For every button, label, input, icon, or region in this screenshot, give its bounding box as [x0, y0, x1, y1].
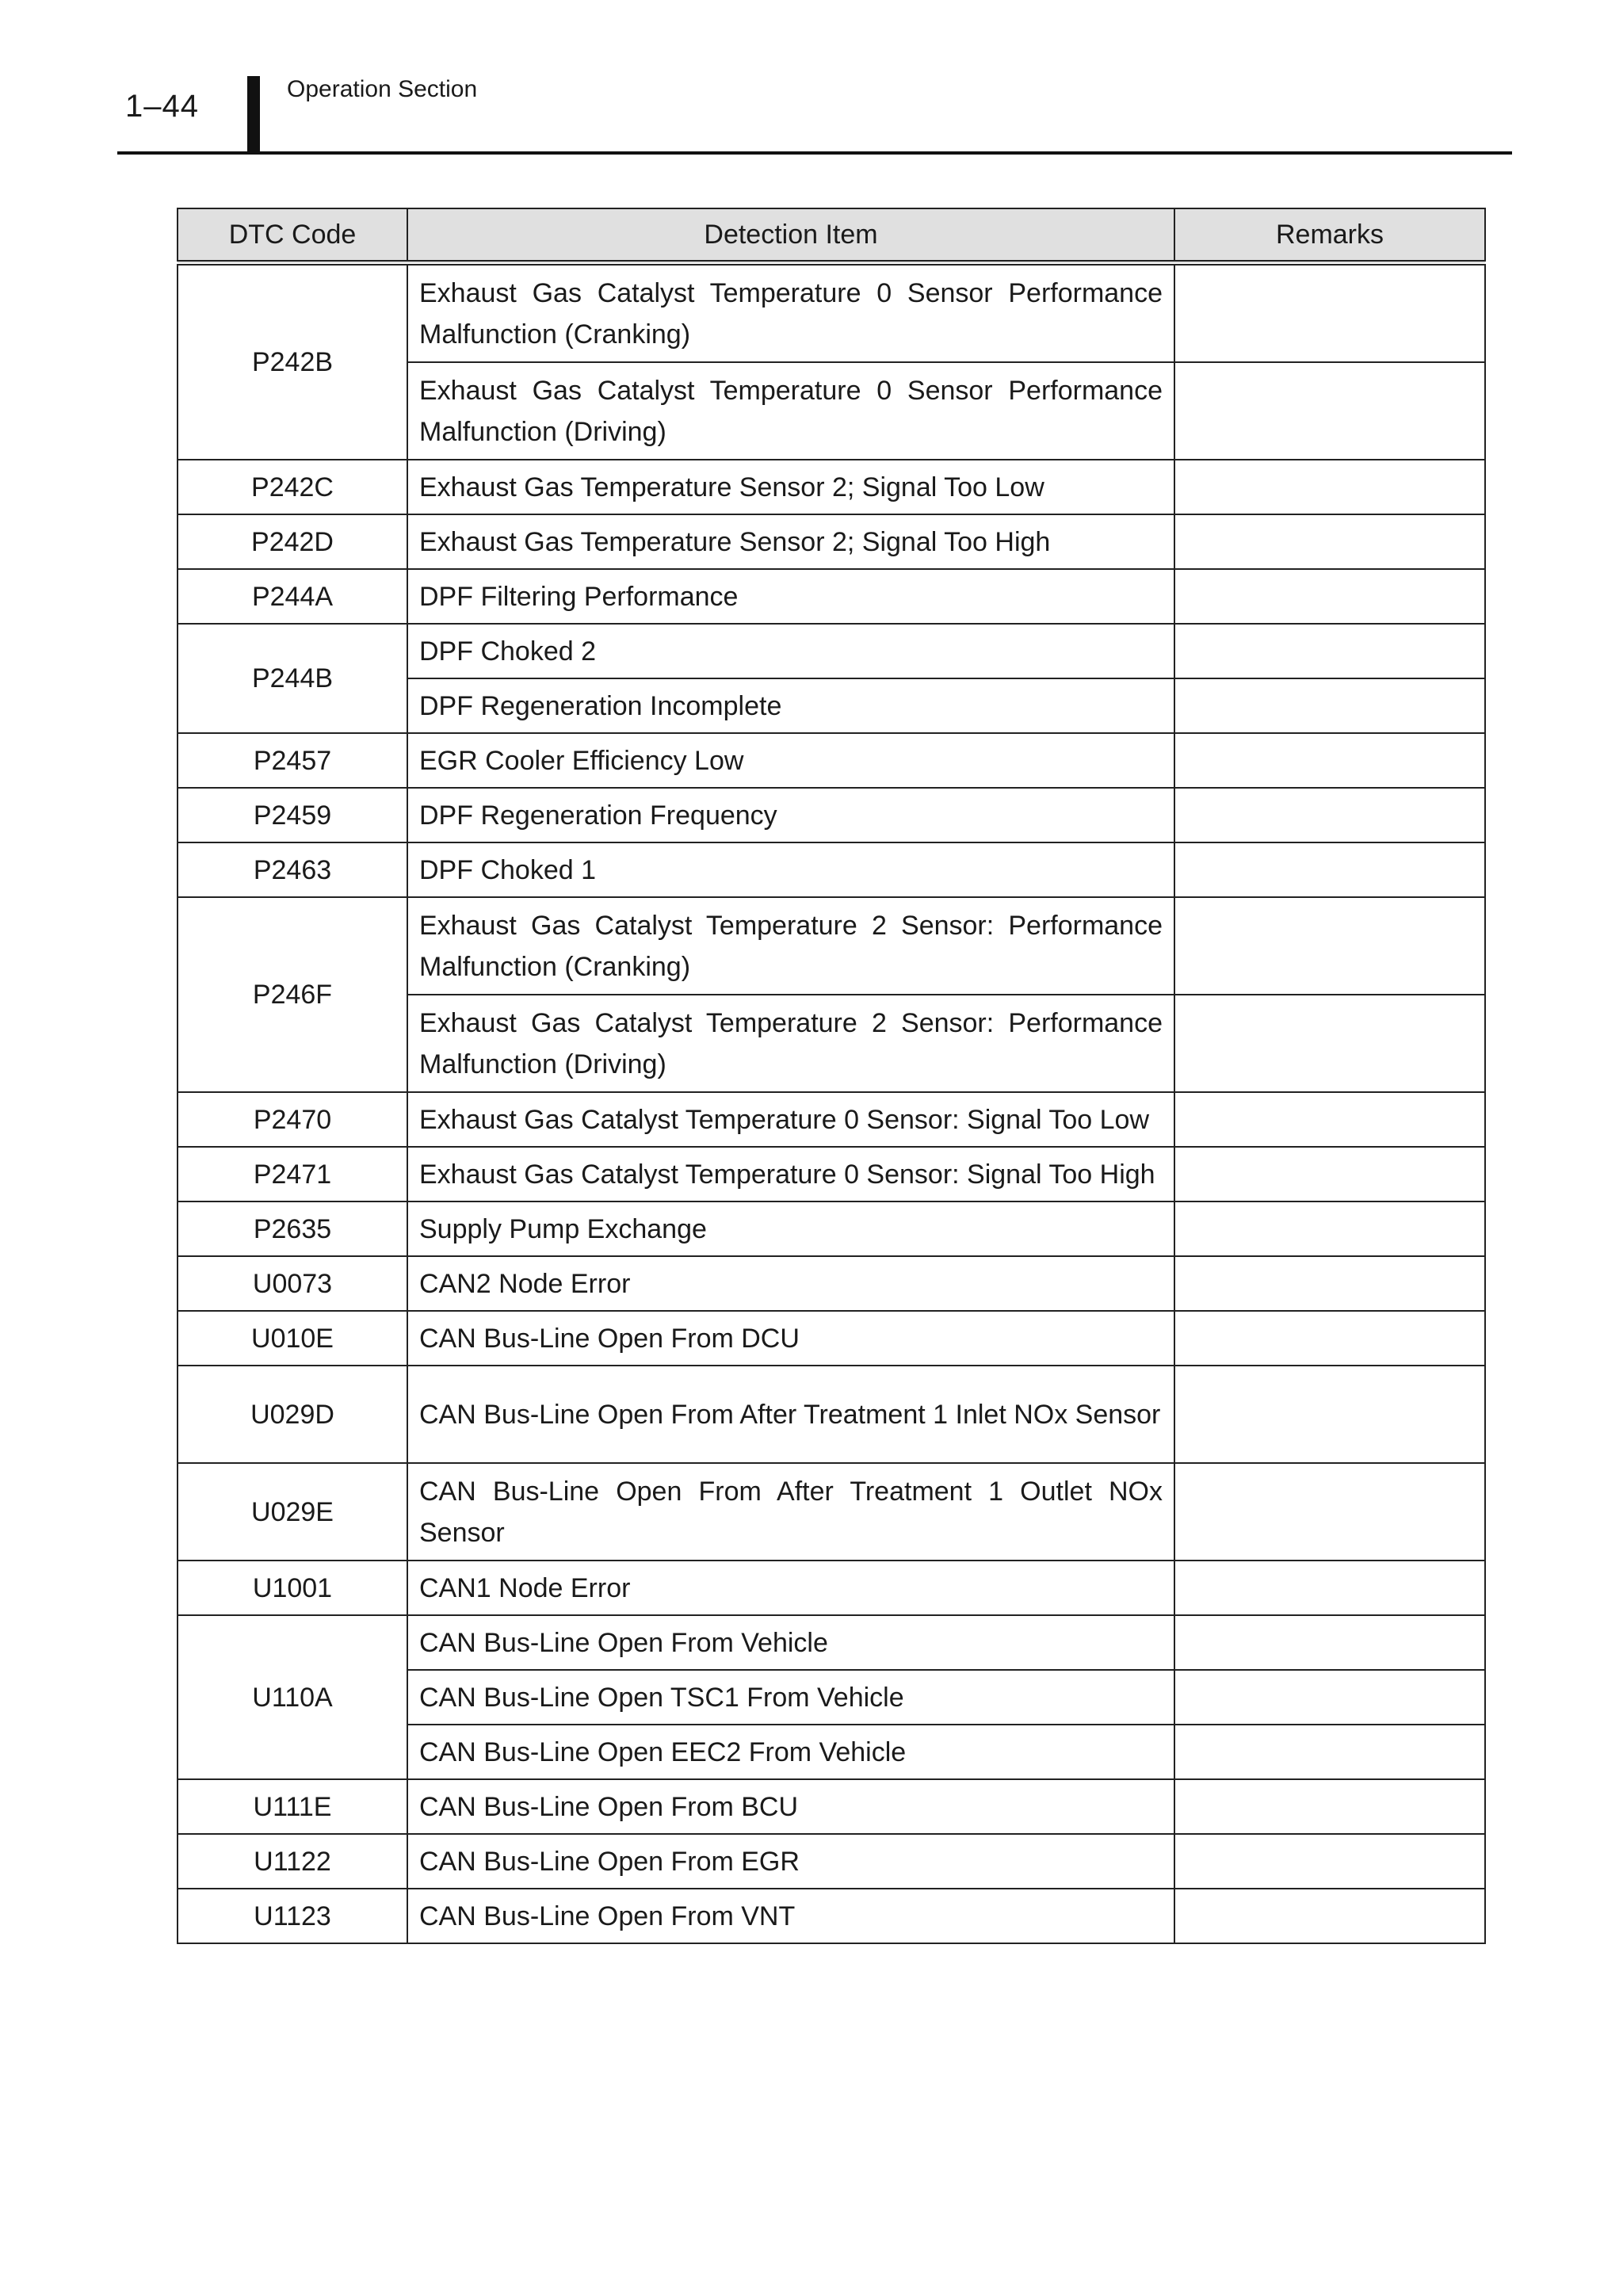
remarks-cell	[1174, 1256, 1485, 1311]
detection-item: DPF Choked 1	[407, 842, 1174, 897]
detection-item: DPF Regeneration Frequency	[407, 788, 1174, 842]
remarks-cell	[1174, 1889, 1485, 1943]
detection-item: DPF Filtering Performance	[407, 569, 1174, 624]
remarks-cell	[1174, 624, 1485, 678]
detection-item: CAN Bus-Line Open From EGR	[407, 1834, 1174, 1889]
section-title: Operation Section	[287, 76, 478, 102]
remarks-cell	[1174, 1725, 1485, 1779]
dtc-code: U110A	[178, 1615, 407, 1779]
table-row	[178, 842, 1485, 897]
remarks-cell	[1174, 1201, 1485, 1256]
table-row	[178, 569, 1485, 624]
detection-item: Supply Pump Exchange	[407, 1201, 1174, 1256]
table-row	[178, 1147, 1485, 1201]
dtc-code: P2459	[178, 788, 407, 842]
detection-item: Exhaust Gas Catalyst Temperature 0 Sensor: Signal Too High	[407, 1147, 1174, 1201]
detection-item: EGR Cooler Efficiency Low	[407, 733, 1174, 788]
dtc-code: U111E	[178, 1779, 407, 1834]
remarks-cell	[1174, 514, 1485, 569]
remarks-cell	[1174, 733, 1485, 788]
table-row	[178, 1366, 1485, 1463]
remarks-cell	[1174, 569, 1485, 624]
table-row	[178, 263, 1485, 363]
remarks-cell	[1174, 1615, 1485, 1670]
column-header-dtc-code: DTC Code	[178, 208, 407, 263]
column-header-remarks: Remarks	[1174, 208, 1485, 263]
dtc-code: P242B	[178, 263, 407, 460]
dtc-code: P244B	[178, 624, 407, 733]
table-row	[178, 1834, 1485, 1889]
detection-item: CAN2 Node Error	[407, 1256, 1174, 1311]
remarks-cell	[1174, 1463, 1485, 1561]
dtc-code: U029E	[178, 1463, 407, 1561]
detection-item: CAN Bus-Line Open From VNT	[407, 1889, 1174, 1943]
detection-item: Exhaust Gas Catalyst Temperature 2 Sensor: Performance Malfunction (Driving)	[407, 995, 1174, 1092]
dtc-code: U010E	[178, 1311, 407, 1366]
page-number: 1–44	[125, 89, 199, 124]
table-row	[178, 788, 1485, 842]
detection-item: CAN Bus-Line Open From DCU	[407, 1311, 1174, 1366]
page-header	[0, 0, 1623, 159]
detection-item: CAN Bus-Line Open TSC1 From Vehicle	[407, 1670, 1174, 1725]
detection-item: Exhaust Gas Catalyst Temperature 0 Sensor Performance Malfunction (Driving)	[407, 362, 1174, 460]
detection-item: DPF Regeneration Incomplete	[407, 678, 1174, 733]
remarks-cell	[1174, 788, 1485, 842]
detection-item: Exhaust Gas Catalyst Temperature 0 Sensor Performance Malfunction (Cranking)	[407, 263, 1174, 363]
detection-item: CAN Bus-Line Open From After Treatment 1 Inlet NOx Sensor	[407, 1366, 1174, 1463]
table-row	[178, 733, 1485, 788]
detection-item: Exhaust Gas Catalyst Temperature 2 Sensor: Performance Malfunction (Cranking)	[407, 897, 1174, 995]
remarks-cell	[1174, 460, 1485, 514]
detection-item: Exhaust Gas Catalyst Temperature 0 Sensor: Signal Too Low	[407, 1092, 1174, 1147]
column-header-detection-item: Detection Item	[407, 208, 1174, 263]
dtc-code: P2635	[178, 1201, 407, 1256]
dtc-code: P244A	[178, 569, 407, 624]
remarks-cell	[1174, 678, 1485, 733]
dtc-code: U1001	[178, 1561, 407, 1615]
dtc-code: P2463	[178, 842, 407, 897]
table-row	[178, 897, 1485, 995]
table-row	[178, 1092, 1485, 1147]
table-row	[178, 1779, 1485, 1834]
detection-item: CAN Bus-Line Open From After Treatment 1 Outlet NOx Sensor	[407, 1463, 1174, 1561]
table-row	[178, 1463, 1485, 1561]
remarks-cell	[1174, 263, 1485, 363]
detection-item: CAN Bus-Line Open From Vehicle	[407, 1615, 1174, 1670]
table-row	[178, 1256, 1485, 1311]
table-header-row	[178, 208, 1485, 263]
dtc-code: U029D	[178, 1366, 407, 1463]
detection-item: CAN1 Node Error	[407, 1561, 1174, 1615]
detection-item: CAN Bus-Line Open EEC2 From Vehicle	[407, 1725, 1174, 1779]
table-row	[178, 460, 1485, 514]
table-row	[178, 624, 1485, 678]
dtc-code: U0073	[178, 1256, 407, 1311]
dtc-code: U1123	[178, 1889, 407, 1943]
remarks-cell	[1174, 1311, 1485, 1366]
dtc-code: P242C	[178, 460, 407, 514]
dtc-code: U1122	[178, 1834, 407, 1889]
remarks-cell	[1174, 1561, 1485, 1615]
detection-item: CAN Bus-Line Open From BCU	[407, 1779, 1174, 1834]
remarks-cell	[1174, 897, 1485, 995]
table-row	[178, 1311, 1485, 1366]
remarks-cell	[1174, 1366, 1485, 1463]
dtc-code: P2457	[178, 733, 407, 788]
table-row	[178, 1615, 1485, 1670]
detection-item: DPF Choked 2	[407, 624, 1174, 678]
remarks-cell	[1174, 1834, 1485, 1889]
remarks-cell	[1174, 1147, 1485, 1201]
remarks-cell	[1174, 995, 1485, 1092]
header-bar	[247, 76, 260, 152]
remarks-cell	[1174, 1092, 1485, 1147]
table-row	[178, 1889, 1485, 1943]
dtc-code: P2470	[178, 1092, 407, 1147]
table-row	[178, 1561, 1485, 1615]
header-rule	[117, 151, 1512, 155]
remarks-cell	[1174, 1779, 1485, 1834]
table-row	[178, 514, 1485, 569]
dtc-code: P2471	[178, 1147, 407, 1201]
table-body	[178, 263, 1485, 1944]
table-row	[178, 1201, 1485, 1256]
remarks-cell	[1174, 362, 1485, 460]
dtc-code: P246F	[178, 897, 407, 1092]
dtc-table	[177, 208, 1486, 1944]
detection-item: Exhaust Gas Temperature Sensor 2; Signal Too Low	[407, 460, 1174, 514]
dtc-code: P242D	[178, 514, 407, 569]
remarks-cell	[1174, 1670, 1485, 1725]
detection-item: Exhaust Gas Temperature Sensor 2; Signal Too High	[407, 514, 1174, 569]
remarks-cell	[1174, 842, 1485, 897]
